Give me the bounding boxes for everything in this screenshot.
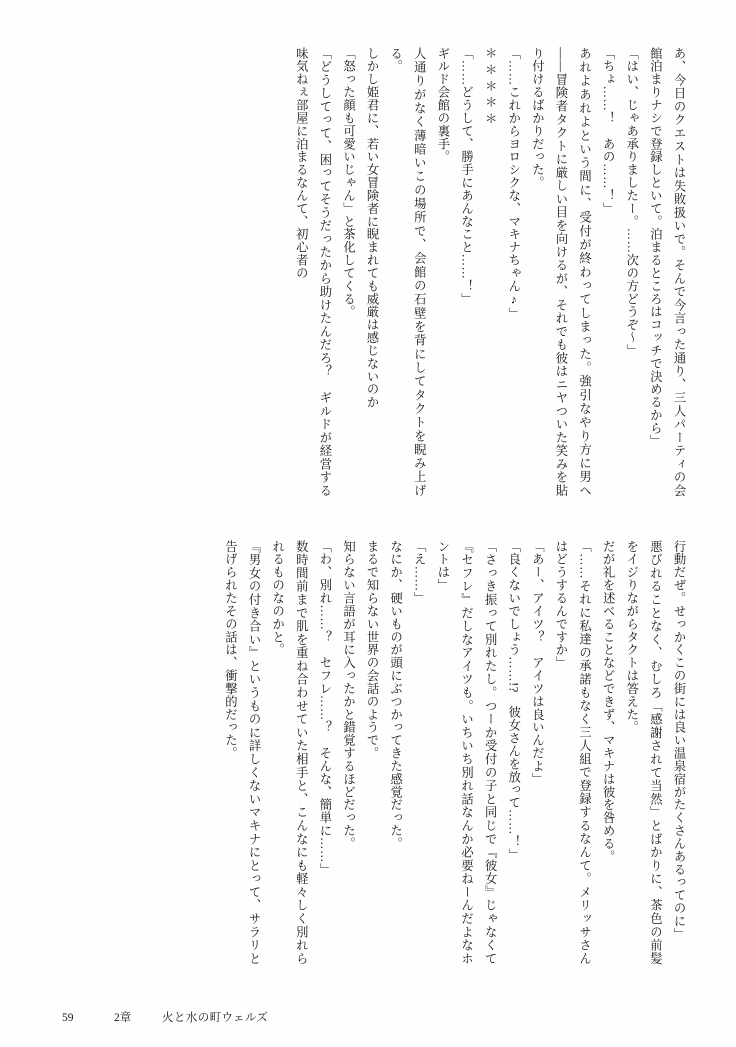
paragraph: 「はい、じゃあ承りましたー。……次の方どうぞ～」 bbox=[624, 47, 639, 358]
paragraph: しかし姫君に、若い女冒険者に睨まれても威厳は感じないのか bbox=[365, 47, 380, 409]
paragraph: 悪びれることなく、むしろ「感謝されて当然」とばかりに、茶色の前髪をイジりながらタクトは答えた。 bbox=[624, 540, 663, 965]
scene-separator: ＊＊＊＊＊ bbox=[483, 47, 498, 129]
page-number: 59 bbox=[62, 1012, 74, 1024]
paragraph: 「良くないでしょう……!? 彼女さんを放って……！」 bbox=[506, 540, 521, 861]
paragraph: まるで知らない世界の会話のようで。 bbox=[365, 540, 380, 760]
chapter-title: 火と水の町ウェルズ bbox=[162, 1012, 269, 1024]
paragraph: 「え……」 bbox=[412, 540, 427, 605]
paragraph: ギルド会館の裏手。 bbox=[435, 47, 450, 164]
paragraph: 行動だぜ。せっかくこの街には良い温泉宿がたくさんあるってのに」 bbox=[672, 540, 686, 941]
chapter-number: 2章 bbox=[114, 1012, 132, 1024]
paragraph: 「あー、アイツ？ アイツは良いんだよ」 bbox=[530, 540, 545, 786]
paragraph: 知らない言語が耳に入ったかと錯覚するほどだった。 bbox=[341, 540, 356, 851]
paragraph: 人通りがなく薄暗いこの場所で、会館の石壁を背にしてタクトを睨み上げる。 bbox=[388, 47, 427, 497]
page-footer bbox=[62, 1009, 268, 1025]
body-text-upper bbox=[90, 47, 690, 497]
paragraph: 「……それに私達の承諾もなく三人組で登録するなんて。メリッサさんはどうするんですか」 bbox=[553, 540, 592, 965]
paragraph: 「……これからヨロシクな、マキナちゃん♪」 bbox=[506, 47, 521, 321]
paragraph: 「どうしてって、困ってそうだったから助けたんだろ？ ギルドが経営する味気ねぇ部屋に泊まるなんて、初心者の bbox=[294, 47, 332, 497]
paragraph: 「……どうして、勝手にあんなこと……！」 bbox=[459, 47, 474, 306]
paragraph: 数時間前まで肌を重ね合わせていた相手と、こんなにも軽々しく別れられるものなのかと。 bbox=[270, 540, 309, 965]
paragraph: 「ちょ……！ あの……！」 bbox=[601, 47, 616, 215]
paragraph: 『男女の付き合い』というものに詳しくないマキナにとって、サラリと告げられたその話は、衝撃的だった。 bbox=[223, 540, 262, 965]
paragraph: あ、今日のクエストは失敗扱いで。そんで今言った通り、三人パーティの会館泊まりナシで登録しといて。泊まるところはコッチで決めるから」 bbox=[648, 47, 686, 497]
paragraph: なにか、硬いものが頭にぶつかってきた感覚だった。 bbox=[388, 540, 403, 851]
paragraph: 「さっき振って別れたし。つーか受付の子と同じで『彼女』じゃなくて『セフレ』だしなアイツも。いちいち別れ話なんか必要ねーんだよなホントは」 bbox=[435, 540, 498, 965]
paragraph: 「怒った顔も可愛いじゃん」と茶化してくる。 bbox=[341, 47, 356, 319]
paragraph: だが礼を述べることなどできず、マキナは彼を咎める。 bbox=[601, 540, 616, 863]
body-text-lower bbox=[90, 540, 690, 965]
paragraph: 「わ、別れ……？ セフレ……？ そんな、簡単に……」 bbox=[317, 540, 332, 876]
paragraph: あれよあれよという間に、受付が終わってしまった。強引なやり方に男へ――冒険者タクトに厳しい目を向けるが、それでも彼はニヤついた笑みを貼り付けるばかりだった。 bbox=[530, 47, 592, 497]
